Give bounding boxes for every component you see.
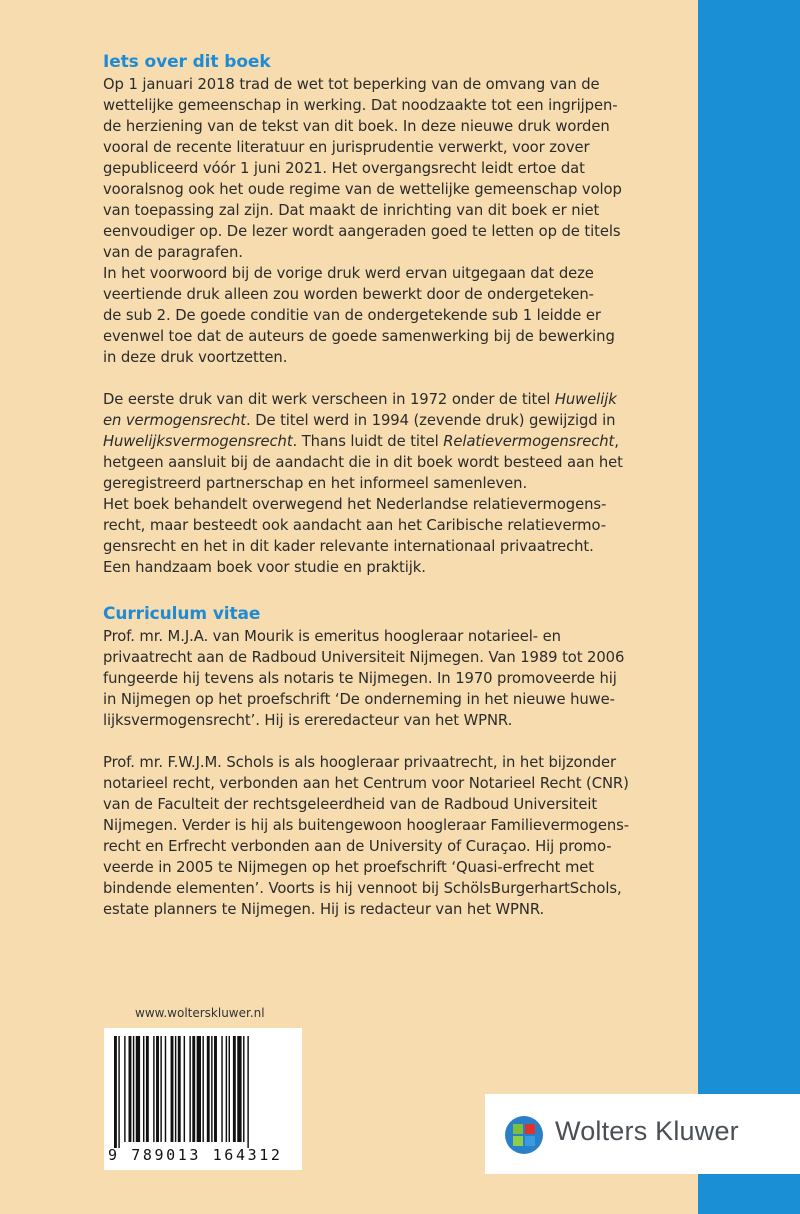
text-fragment: . Thans luidt de titel [292, 433, 444, 450]
title-italic: en vermogensrecht [103, 412, 246, 429]
barcode-bar [153, 1036, 154, 1142]
text-fragment: , [614, 433, 619, 450]
heading-about-book: Iets over dit boek [103, 52, 271, 72]
title-italic: Huwelijksvermogensrecht [103, 433, 293, 450]
text-line: privaatrecht aan de Radboud Universiteit Nijmegen. Van 1989 tot 2006 [103, 649, 625, 666]
text-line: Prof. mr. F.W.J.M. Schols is als hoogleraar privaatrecht, in het bijzonder [103, 754, 617, 771]
text-line: bindende elementen’. Voorts is hij vennoot bij SchölsBurgerhartSchols, [103, 880, 622, 897]
text-line: eenvoudiger op. De lezer wordt aangeraden goed te letten op de titels [103, 223, 621, 240]
barcode-bar [114, 1036, 117, 1148]
barcode-bar [129, 1036, 132, 1142]
barcode-bar [118, 1036, 119, 1148]
heading-curriculum-vitae: Curriculum vitae [103, 604, 261, 624]
barcode-bar [221, 1036, 222, 1142]
text-line: gepubliceerd vóór 1 juni 2021. Het overgangsrecht leidt ertoe dat [103, 160, 585, 177]
barcode-bar [143, 1036, 144, 1142]
title-italic: Huwelijk [554, 391, 617, 408]
text-line: veerde in 2005 te Nijmegen op het proefschrift ‘Quasi-erfrecht met [103, 859, 595, 876]
paragraph-revision [103, 74, 678, 263]
barcode-bar [184, 1036, 185, 1142]
isbn-number: 9 789013 164312 [108, 1146, 283, 1164]
text-line: Nijmegen. Verder is hij als buitengewoon hoogleraar Familievermogens- [103, 817, 629, 834]
barcode-bar [175, 1036, 176, 1142]
barcode-bar [247, 1036, 248, 1148]
publisher-brand-panel [485, 1094, 800, 1174]
barcode-bar [207, 1036, 210, 1142]
logo-tile-green [513, 1124, 523, 1134]
text-line: Een handzaam boek voor studie en praktijk. [103, 559, 426, 576]
barcode-bar [192, 1036, 195, 1142]
barcode-bar [229, 1036, 230, 1142]
blurb-text [103, 50, 678, 920]
paragraph-closing [103, 494, 678, 578]
barcode-bar [233, 1036, 236, 1142]
text-line: Op 1 januari 2018 trad de wet tot beperking van de omvang van de [103, 76, 600, 93]
text-line: van de Faculteit der rechtsgeleerdheid van de Radboud Universiteit [103, 796, 598, 813]
text-line: fungeerde hij tevens als notaris te Nijmegen. In 1970 promoveerde hij [103, 670, 617, 687]
barcode-bar [160, 1036, 161, 1142]
barcode-bar [171, 1036, 174, 1142]
logo-tile-blue [525, 1136, 535, 1146]
logo-tile-lightgreen [513, 1136, 523, 1146]
text-line: evenwel toe dat de auteurs de goede samenwerking bij de bewerking [103, 328, 615, 345]
publisher-url: www.wolterskluwer.nl [135, 1006, 265, 1020]
text-line: vooral de recente literatuur en jurisprudentie verwerkt, voor zover [103, 139, 590, 156]
text-line: de herziening van de tekst van dit boek. In deze nieuwe druk worden [103, 118, 610, 135]
barcode-bar [156, 1036, 159, 1142]
barcode-bar [189, 1036, 190, 1142]
text-line: gensrecht en het in dit kader relevante internationaal privaatrecht. [103, 538, 594, 555]
barcode-bar [226, 1036, 227, 1142]
text-fragment: De eerste druk van dit werk verscheen in 1972 onder de titel [103, 391, 555, 408]
text-fragment: . De titel werd in 1994 (zevende druk) gewijzigd in [245, 412, 616, 429]
logo-ring [505, 1116, 543, 1154]
barcode-bar [211, 1036, 212, 1142]
text-line: vooralsnog ook het oude regime van de wettelijke gemeenschap volop [103, 181, 622, 198]
paragraph-foreword [103, 263, 678, 368]
isbn-barcode [104, 1028, 302, 1170]
bio-van-mourik [103, 626, 678, 731]
barcode-bar [237, 1036, 241, 1142]
text-line: Prof. mr. M.J.A. van Mourik is emeritus hoogleraar notarieel- en [103, 628, 561, 645]
title-italic: Relatievermogensrecht [443, 433, 615, 450]
brand-name: Wolters Kluwer [555, 1116, 739, 1146]
text-line: in Nijmegen op het proefschrift ‘De onderneming in het nieuwe huwe- [103, 691, 615, 708]
barcode-bar [165, 1036, 166, 1142]
text-line: van de paragrafen. [103, 244, 243, 261]
text-line: van toepassing zal zijn. Dat maakt de inrichting van dit boek er niet [103, 202, 600, 219]
text-line: wettelijke gemeenschap in werking. Dat noodzaakte tot een ingrijpen- [103, 97, 618, 114]
text-line: estate planners te Nijmegen. Hij is redacteur van het WPNR. [103, 901, 545, 918]
barcode-bar [178, 1036, 181, 1142]
text-line: veertiende druk alleen zou worden bewerkt door de ondergeteken- [103, 286, 594, 303]
text-line: recht en Erfrecht verbonden aan de University of Curaçao. Hij promo- [103, 838, 612, 855]
barcode-bar [146, 1036, 149, 1142]
barcode-bar [136, 1036, 140, 1142]
paragraph-history [103, 389, 678, 494]
text-line: notarieel recht, verbonden aan het Centrum voor Notarieel Recht (CNR) [103, 775, 629, 792]
text-line: lijksvermogensrecht’. Hij is ereredacteur van het WPNR. [103, 712, 513, 729]
text-line: de sub 2. De goede conditie van de ondergetekende sub 1 leidde er [103, 307, 601, 324]
barcode-bar [124, 1036, 125, 1142]
barcode-bar [133, 1036, 134, 1142]
logo-tile-red [525, 1124, 535, 1134]
text-line: recht, maar besteedt ook aandacht aan het Caribische relatievermo- [103, 517, 606, 534]
text-line: In het voorwoord bij de vorige druk werd ervan uitgegaan dat deze [103, 265, 594, 282]
barcode-bar [202, 1036, 203, 1142]
barcode-bar [197, 1036, 201, 1142]
text-line: geregistreerd partnerschap en het informeel samenleven. [103, 475, 528, 492]
text-line: in deze druk voortzetten. [103, 349, 288, 366]
blue-side-band [698, 0, 800, 1214]
barcode-bar [243, 1036, 244, 1142]
bio-schols [103, 752, 678, 920]
wolters-kluwer-logo-icon [503, 1114, 545, 1156]
barcode-bar [214, 1036, 217, 1142]
text-line: hetgeen aansluit bij de aandacht die in dit boek wordt besteed aan het [103, 454, 623, 471]
text-line: Het boek behandelt overwegend het Nederlandse relatievermogens- [103, 496, 607, 513]
